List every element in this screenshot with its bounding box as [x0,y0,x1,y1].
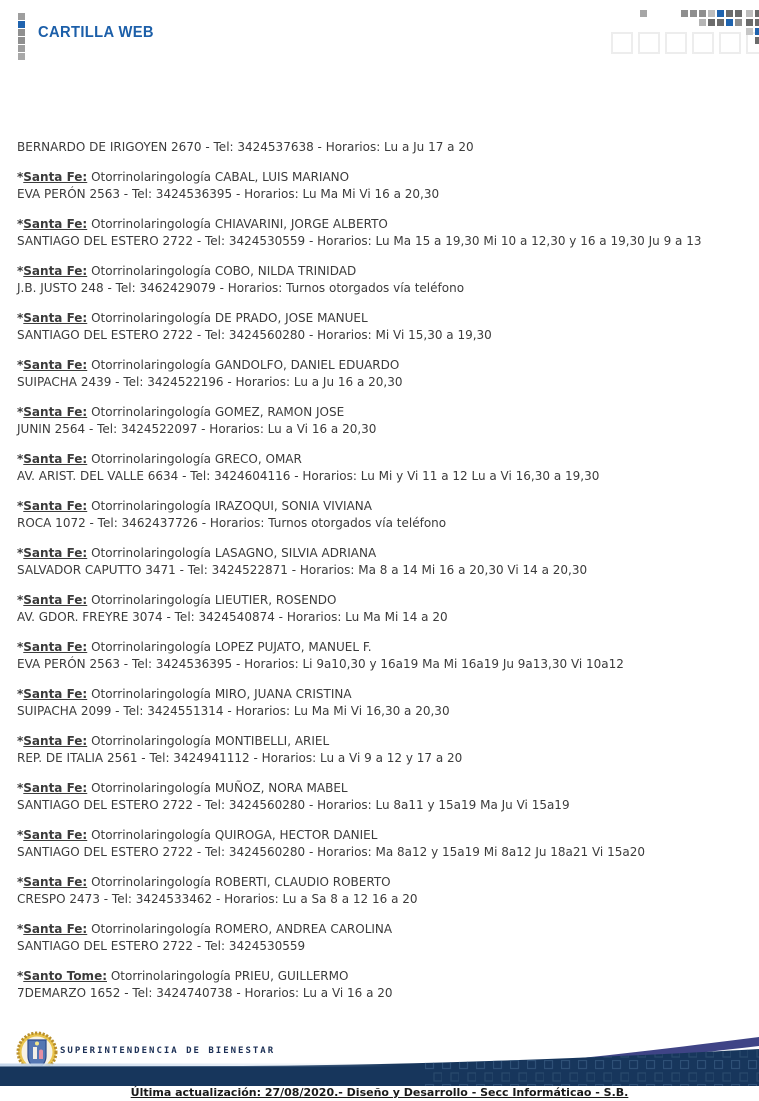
entry-location: Santa Fe: [23,217,88,231]
pixel-stack-icon-squares [18,13,25,60]
entry-bullet: * [17,311,24,325]
entry-specialty: Otorrinolaringología [91,687,211,701]
entry-details: SUIPACHA 2439 - Tel: 3424522196 - Horarios: Lu a Ju 16 a 20,30 [17,375,403,389]
entry-specialty: Otorrinolaringología [91,264,211,278]
entry-provider-name: IRAZOQUI, SONIA VIVIANA [214,499,372,513]
entry-provider-name: CABAL, LUIS MARIANO [214,170,350,184]
provider-entry [17,451,742,485]
entry-location: Santa Fe: [23,311,88,325]
entry-specialty: Otorrinolaringología [91,781,211,795]
entry-details: 7DEMARZO 1652 - Tel: 3424740738 - Horarios: Lu a Vi 16 a 20 [17,986,393,1000]
entry-details: SANTIAGO DEL ESTERO 2722 - Tel: 3424530559 [17,939,306,953]
entry-details: EVA PERÓN 2563 - Tel: 3424536395 - Horarios: Li 9a10,30 y 16a19 Ma Mi 16a19 Ju 9a13,30 Vi 10a12 [17,657,624,671]
entry-provider-name: DE PRADO, JOSE MANUEL [214,311,368,325]
provider-entry [17,921,742,955]
page-title: CARTILLA WEB [38,24,154,41]
entry-bullet: * [17,217,24,231]
entry-provider-name: CHIAVARINI, JORGE ALBERTO [214,217,388,231]
entry-title [17,921,742,938]
entry-details: REP. DE ITALIA 2561 - Tel: 3424941112 - Horarios: Lu a Vi 9 a 12 y 17 a 20 [17,751,463,765]
entry-specialty: Otorrinolaringología [91,452,211,466]
provider-entry [17,874,742,908]
entry-details: AV. ARIST. DEL VALLE 6634 - Tel: 3424604116 - Horarios: Lu Mi y Vi 11 a 12 Lu a Vi 16,30 a 19,30 [17,469,600,483]
entry-bullet: * [17,734,24,748]
entry-provider-name: GANDOLFO, DANIEL EDUARDO [214,358,400,372]
entry-specialty: Otorrinolaringología [91,734,211,748]
entry-details: SANTIAGO DEL ESTERO 2722 - Tel: 3424560280 - Horarios: Ma 8a12 y 15a19 Mi 8a12 Ju 18a21 Vi 15a20 [17,845,645,859]
entry-title [17,686,742,703]
entry-bullet: * [17,640,24,654]
entry-bullet: * [17,781,24,795]
entry-location: Santa Fe: [23,828,88,842]
entry-bullet: * [17,687,24,701]
entry-provider-name: GOMEZ, RAMON JOSE [214,405,345,419]
entry-specialty: Otorrinolaringología [91,875,211,889]
entry-title [17,780,742,797]
entry-provider-name: MIRO, JUANA CRISTINA [214,687,352,701]
provider-entry [17,733,742,767]
entry-title [17,310,742,327]
entry-provider-name: GRECO, OMAR [214,452,302,466]
entry-location: Santa Fe: [23,170,88,184]
entry-specialty: Otorrinolaringología [91,922,211,936]
entry-provider-name: LASAGNO, SILVIA ADRIANA [214,546,377,560]
entry-title [17,498,742,515]
entry-bullet: * [17,828,24,842]
entry-title [17,592,742,609]
entry-bullet: * [17,499,24,513]
entry-provider-name: ROMERO, ANDREA CAROLINA [214,922,393,936]
entry-bullet: * [17,170,24,184]
entry-location: Santa Fe: [23,640,88,654]
provider-entry [17,357,742,391]
entry-location: Santa Fe: [23,405,88,419]
entry-provider-name: PRIEU, GUILLERMO [234,969,349,983]
entry-title [17,968,742,985]
entry-specialty: Otorrinolaringología [91,593,211,607]
entry-bullet: * [17,922,24,936]
entry-specialty: Otorrinolaringología [91,405,211,419]
entry-title [17,639,742,656]
entry-details: SUIPACHA 2099 - Tel: 3424551314 - Horarios: Lu Ma Mi Vi 16,30 a 20,30 [17,704,450,718]
provider-entry [17,216,742,250]
entry-title [17,874,742,891]
pixel-mosaic-decoration [612,10,759,53]
provider-entry [17,310,742,344]
entry-location: Santa Fe: [23,781,88,795]
entry-details: AV. GDOR. FREYRE 3074 - Tel: 3424540874 - Horarios: Lu Ma Mi 14 a 20 [17,610,448,624]
entry-bullet: * [17,358,24,372]
entry-provider-name: LIEUTIER, ROSENDO [214,593,337,607]
provider-entry [17,968,742,1002]
entry-location: Santa Fe: [23,452,88,466]
entry-details: J.B. JUSTO 248 - Tel: 3462429079 - Horarios: Turnos otorgados vía teléfono [17,281,465,295]
entry-title [17,733,742,750]
provider-entry [17,780,742,814]
entry-details: SANTIAGO DEL ESTERO 2722 - Tel: 3424560280 - Horarios: Mi Vi 15,30 a 19,30 [17,328,492,342]
last-updated-line: Última actualización: 27/08/2020.- Diseño y Desarrollo - Secc Informáticao - S.B. [130,1086,629,1099]
provider-entry [17,639,742,673]
entry-title [17,263,742,280]
provider-entry [17,592,742,626]
provider-entry [17,686,742,720]
entry-bullet: * [17,405,24,419]
entry-specialty: Otorrinolaringología [91,170,211,184]
entry-bullet: * [17,969,24,983]
provider-list [17,139,742,1015]
header [0,0,759,70]
entry-location: Santa Fe: [23,922,88,936]
entry-location: Santa Fe: [23,875,88,889]
entry-specialty: Otorrinolaringología [91,217,211,231]
entry-details-continued: BERNARDO DE IRIGOYEN 2670 - Tel: 3424537638 - Horarios: Lu a Ju 17 a 20 [17,140,474,154]
entry-title [17,451,742,468]
entry-location: Santa Fe: [23,499,88,513]
entry-provider-name: MUÑOZ, NORA MABEL [214,781,348,795]
entry-title [17,545,742,562]
provider-entry [17,498,742,532]
entry-bullet: * [17,593,24,607]
entry-specialty: Otorrinolaringología [91,311,211,325]
entry-details: ROCA 1072 - Tel: 3462437726 - Horarios: Turnos otorgados vía teléfono [17,516,447,530]
entry-specialty: Otorrinolaringología [110,969,231,983]
entry-provider-name: QUIROGA, HECTOR DANIEL [214,828,378,842]
entry-specialty: Otorrinolaringología [91,358,211,372]
entry-specialty: Otorrinolaringología [91,828,211,842]
provider-entry [17,827,742,861]
entry-bullet: * [17,875,24,889]
footer-swoosh-decoration [0,1036,759,1086]
entry-location: Santa Fe: [23,264,88,278]
entry-specialty: Otorrinolaringología [91,640,211,654]
entry-bullet: * [17,264,24,278]
entry-title [17,404,742,421]
entry-bullet: * [17,452,24,466]
provider-entry [17,263,742,297]
entry-location: Santa Fe: [23,546,88,560]
entry-title [17,216,742,233]
entry-provider-name: ROBERTI, CLAUDIO ROBERTO [214,875,391,889]
entry-specialty: Otorrinolaringología [91,499,211,513]
entry-bullet: * [17,546,24,560]
entry-provider-name: LOPEZ PUJATO, MANUEL F. [214,640,372,654]
entry-location: Santa Fe: [23,734,88,748]
footer-organization: SUPERINTENDENCIA DE BIENESTAR [60,1046,276,1056]
entry-provider-name: MONTIBELLI, ARIEL [214,734,330,748]
entry-details: SANTIAGO DEL ESTERO 2722 - Tel: 3424560280 - Horarios: Lu 8a11 y 15a19 Ma Ju Vi 15a19 [17,798,570,812]
entry-provider-name: COBO, NILDA TRINIDAD [214,264,357,278]
entry-details: SALVADOR CAPUTTO 3471 - Tel: 3424522871 - Horarios: Ma 8 a 14 Mi 16 a 20,30 Vi 14 a 20,30 [17,563,588,577]
entry-title [17,357,742,374]
entry-location: Santa Fe: [23,593,88,607]
provider-entry [17,545,742,579]
entry-title [17,827,742,844]
provider-entry [17,169,742,203]
entry-location: Santa Fe: [23,358,88,372]
entry-details: JUNIN 2564 - Tel: 3424522097 - Horarios: Lu a Vi 16 a 20,30 [17,422,377,436]
entry-location: Santa Fe: [23,687,88,701]
entry-specialty: Otorrinolaringología [91,546,211,560]
entry-details: SANTIAGO DEL ESTERO 2722 - Tel: 3424530559 - Horarios: Lu Ma 15 a 19,30 Mi 10 a 12,30 y 16 a 19,30 Ju 9 a 13 [17,234,702,248]
entry-details: EVA PERÓN 2563 - Tel: 3424536395 - Horarios: Lu Ma Mi Vi 16 a 20,30 [17,187,440,201]
entry-details: CRESPO 2473 - Tel: 3424533462 - Horarios: Lu a Sa 8 a 12 16 a 20 [17,892,418,906]
provider-entry [17,404,742,438]
entry-title [17,169,742,186]
entry-location: Santo Tome: [23,969,107,983]
